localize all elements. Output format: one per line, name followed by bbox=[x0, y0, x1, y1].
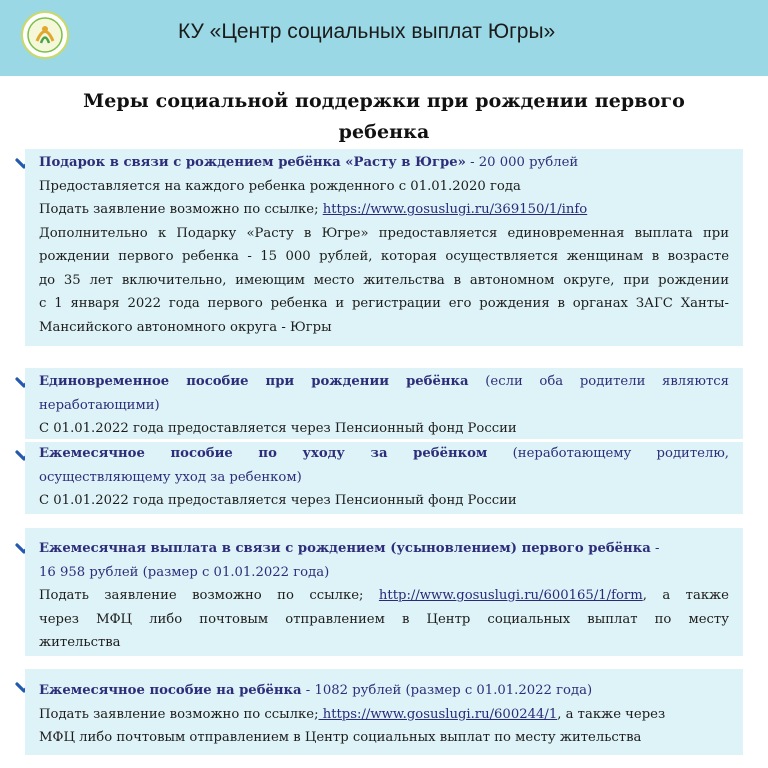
card-child-care bbox=[25, 442, 743, 514]
card-text: С 01.01.2022 года предоставляется через Пенсионный фонд России bbox=[39, 421, 517, 436]
card-para-line: рождении первого ребенка - 15 000 рублей, которая осуществляется женщинам в возрасте bbox=[39, 249, 729, 264]
card-text: Предоставляется на каждого ребенка рожденного с 01.01.2020 года bbox=[39, 178, 521, 194]
card-amount: 16 958 рублей (размер с 01.01.2022 года) bbox=[39, 564, 330, 580]
card-heading-line bbox=[39, 679, 729, 703]
card-heading-line bbox=[39, 537, 729, 561]
card-text: С 01.01.2022 года предоставляется через Пенсионный фонд России bbox=[39, 493, 517, 508]
card-heading-note: (неработающему родителю, bbox=[487, 446, 729, 461]
gosuslugi-link-600165[interactable]: http://www.gosuslugi.ru/600165/1/form bbox=[378, 588, 643, 603]
card-heading-note-2: неработающими) bbox=[39, 397, 160, 413]
link-prefix: Подать заявление возможно по ссылке; bbox=[39, 706, 319, 722]
link-prefix: Подать заявление возможно по ссылке; bbox=[39, 588, 379, 603]
card-monthly-first-child bbox=[25, 528, 743, 656]
card-raste-v-yugre bbox=[25, 149, 743, 346]
card-text: МФЦ либо почтовым отправлением в Центр социальных выплат по месту жительства bbox=[39, 730, 642, 745]
link-prefix: Подать заявление возможно по ссылке; bbox=[39, 202, 323, 217]
card-heading-amount: - 20 000 рублей bbox=[465, 155, 579, 170]
card-lump-sum-birth bbox=[25, 368, 743, 439]
card-link-line bbox=[39, 198, 729, 222]
card-heading: Ежемесячное пособие на ребёнка bbox=[39, 683, 302, 698]
card-heading-note-2: осуществляющему уход за ребенком) bbox=[39, 469, 302, 485]
link-suffix: , а также через bbox=[557, 706, 666, 722]
card-heading-line bbox=[39, 442, 729, 466]
card-heading-amount: - 1082 рублей (размер с 01.01.2022 года) bbox=[301, 683, 593, 698]
card-para-line: Дополнительно к Подарку «Расту в Югре» предоставляется единовременная выплата при bbox=[39, 225, 729, 241]
card-link-line bbox=[39, 584, 729, 608]
card-heading: Единовременное пособие при рождении ребёнка bbox=[39, 374, 469, 389]
card-heading: Ежемесячная выплата в связи с рождением (усыновлением) первого ребёнка bbox=[39, 541, 651, 556]
card-link-line bbox=[39, 703, 729, 727]
card-para-line: Мансийского автономного округа - Югры bbox=[39, 319, 332, 335]
emblem-icon bbox=[20, 10, 70, 60]
card-heading-dash: - bbox=[650, 541, 660, 556]
gosuslugi-link-600244[interactable]: https://www.gosuslugi.ru/600244/1 bbox=[318, 706, 558, 722]
card-heading-note: (если оба родители являются bbox=[468, 374, 729, 389]
page-title: Меры социальной поддержки при рождении первого ребенка bbox=[83, 90, 685, 143]
card-text: через МФЦ либо почтовым отправлением в Центр социальных выплат по месту bbox=[39, 611, 729, 627]
card-heading-line bbox=[39, 370, 729, 394]
card-monthly-child-allowance bbox=[25, 669, 743, 755]
gosuslugi-link-369150[interactable]: https://www.gosuslugi.ru/369150/1/info bbox=[322, 202, 588, 217]
header-title: КУ «Центр социальных выплат Югры» bbox=[178, 20, 556, 43]
card-heading-line bbox=[39, 151, 729, 175]
link-suffix: , а также bbox=[642, 588, 729, 603]
card-heading: Подарок в связи с рождением ребёнка «Расту в Югре» bbox=[39, 155, 466, 170]
card-text: жительства bbox=[39, 635, 121, 650]
header-bar bbox=[0, 0, 768, 76]
card-para-line: до 35 лет включительно, имеющим место жительства в автономном округе, при рождении bbox=[39, 272, 729, 288]
card-para-line: с 1 января 2022 года первого ребенка и регистрации его рождения в органах ЗАГС Ханты- bbox=[39, 296, 729, 311]
card-heading: Ежемесячное пособие по уходу за ребёнком bbox=[39, 446, 488, 461]
